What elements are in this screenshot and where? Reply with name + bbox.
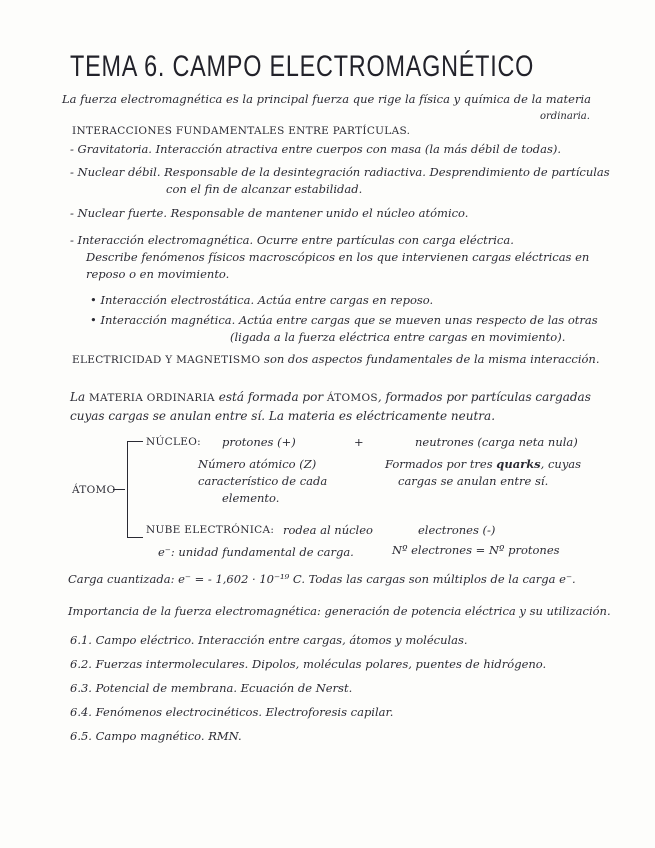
toc-item-4: 6.4. Fenómenos electrocinéticos. Electroforesis capilar. bbox=[70, 705, 394, 719]
weak-item-line-2: con el fin de alcanzar estabilidad. bbox=[166, 182, 363, 196]
strong-item: - Nuclear fuerte. Responsable de mantener unido el núcleo atómico. bbox=[70, 206, 469, 220]
magnetic-item-line-1: • Interacción magnética. Actúa entre cargas que se mueven unas respecto de las otras bbox=[90, 313, 598, 327]
electrons-label: electrones (-) bbox=[418, 523, 496, 537]
atomic-number-line-1: Número atómico (Z) bbox=[198, 457, 317, 471]
toc-item-3: 6.3. Potencial de membrana. Ecuación de Nerst. bbox=[70, 681, 353, 695]
atom-label: ÁTOMO bbox=[72, 484, 116, 496]
cloud-connector bbox=[127, 537, 143, 538]
cloud-label: NUBE ELECTRÓNICA: bbox=[146, 524, 275, 536]
electrostatic-item: • Interacción electrostática. Actúa entre cargas en reposo. bbox=[90, 293, 434, 307]
matter-caps-atoms: ÁTOMOS bbox=[326, 392, 378, 404]
elec-mag-rest: son dos aspectos fundamentales de la misma interacción. bbox=[264, 352, 600, 366]
matter-text-a: La bbox=[70, 390, 86, 404]
em-item-line-3: reposo o en movimiento. bbox=[86, 267, 230, 281]
quarks-line-2: cargas se anulan entre sí. bbox=[398, 474, 549, 488]
quarks-text-c: , cuyas bbox=[540, 457, 582, 471]
elec-mag-caps: ELECTRICIDAD Y MAGNETISMO bbox=[72, 354, 261, 366]
gravitational-item: - Gravitatoria. Interacción atractiva entre cuerpos con masa (la más débil de todas). bbox=[70, 142, 562, 156]
em-item-line-2: Describe fenómenos físicos macroscópicos en los que intervienen cargas eléctricas en bbox=[86, 250, 590, 264]
toc-item-1: 6.1. Campo eléctrico. Interacción entre cargas, átomos y moléculas. bbox=[70, 633, 468, 647]
quarks-line-1 bbox=[385, 457, 581, 471]
intro-line-1: La fuerza electromagnética es la principal fuerza que rige la física y química de la materia bbox=[62, 92, 591, 106]
nucleus-connector bbox=[127, 441, 143, 442]
atomic-number-line-3: elemento. bbox=[222, 491, 280, 505]
atom-connector bbox=[113, 489, 125, 490]
protons-label: protones (+) bbox=[222, 435, 296, 449]
charge-quantization: Carga cuantizada: e⁻ = - 1,602 · 10⁻¹⁹ C. Todas las cargas son múltiplos de la carga e⁻. bbox=[68, 572, 576, 586]
matter-line-2: cuyas cargas se anulan entre sí. La materia es eléctricamente neutra. bbox=[70, 409, 496, 423]
interactions-heading: INTERACCIONES FUNDAMENTALES ENTRE PARTÍCULAS. bbox=[72, 125, 411, 137]
matter-line-1 bbox=[70, 390, 591, 405]
plus-sign: + bbox=[354, 435, 364, 449]
unit-charge-line: e⁻: unidad fundamental de carga. bbox=[158, 545, 354, 559]
electron-count-line: Nº electrones = Nº protones bbox=[392, 543, 560, 557]
nucleus-label: NÚCLEO: bbox=[146, 436, 201, 448]
atomic-number-line-2: característico de cada bbox=[198, 474, 328, 488]
importance-line: Importancia de la fuerza electromagnética: generación de potencia eléctrica y su utilización. bbox=[68, 604, 611, 618]
page-title: TEMA 6. CAMPO ELECTROMAGNÉTICO bbox=[70, 50, 535, 83]
em-item-line-1: - Interacción electromagnética. Ocurre entre partículas con carga eléctrica. bbox=[70, 233, 514, 247]
matter-text-c: , formados por partículas cargadas bbox=[377, 390, 591, 404]
cloud-description: rodea al núcleo bbox=[283, 523, 373, 537]
toc-item-2: 6.2. Fuerzas intermoleculares. Dipolos, moléculas polares, puentes de hidrógeno. bbox=[70, 657, 547, 671]
elec-mag-sentence bbox=[72, 352, 600, 367]
atom-bracket bbox=[127, 441, 128, 537]
intro-line-2: ordinaria. bbox=[540, 111, 590, 122]
matter-text-b: está formada por bbox=[218, 390, 324, 404]
neutrons-label: neutrones (carga neta nula) bbox=[415, 435, 578, 449]
magnetic-item-line-2: (ligada a la fuerza eléctrica entre cargas en movimiento). bbox=[230, 330, 566, 344]
toc-item-5: 6.5. Campo magnético. RMN. bbox=[70, 729, 242, 743]
quarks-bold: quarks bbox=[496, 457, 541, 471]
matter-caps-ordinary: MATERIA ORDINARIA bbox=[88, 392, 215, 404]
weak-item-line-1: - Nuclear débil. Responsable de la desintegración radiactiva. Desprendimiento de partículas bbox=[70, 165, 610, 179]
quarks-text-a: Formados por tres bbox=[385, 457, 493, 471]
